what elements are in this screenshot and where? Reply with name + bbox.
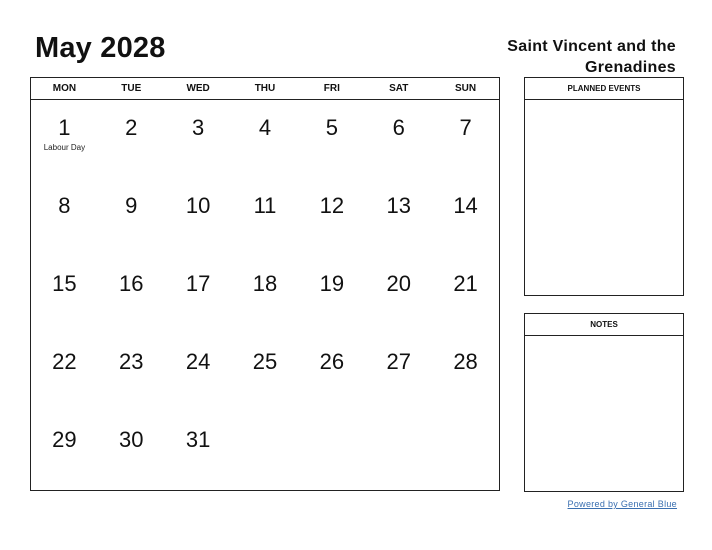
day-number: 15 <box>52 271 77 296</box>
planned-events-panel <box>524 77 684 296</box>
day-number: 9 <box>125 193 138 218</box>
day-cell <box>31 256 98 334</box>
day-number: 20 <box>386 271 411 296</box>
weekday-label: SUN <box>455 83 477 94</box>
day-cell <box>432 178 499 256</box>
powered-by-link[interactable]: Powered by General Blue <box>567 499 677 509</box>
day-cell <box>298 412 365 490</box>
day-cell <box>98 412 165 490</box>
day-number: 6 <box>392 115 405 140</box>
country-name-line-1: Saint Vincent and the <box>507 38 676 55</box>
day-number: 28 <box>453 349 478 374</box>
day-cell <box>432 256 499 334</box>
weekday-label: MON <box>52 83 77 94</box>
day-number: 30 <box>119 427 144 452</box>
day-cell <box>31 100 98 178</box>
calendar-days <box>31 100 499 490</box>
notes-heading: NOTES <box>525 314 683 336</box>
day-number: 26 <box>319 349 345 374</box>
day-cell <box>432 100 499 178</box>
weekday-label: FRI <box>323 83 340 94</box>
day-cell <box>98 256 165 334</box>
day-cell <box>298 334 365 412</box>
day-cell <box>298 100 365 178</box>
day-cell <box>165 178 232 256</box>
day-number: 19 <box>319 271 345 296</box>
day-number: 29 <box>52 427 77 452</box>
country-name-line-2: Grenadines <box>584 59 676 76</box>
day-cell <box>365 100 432 178</box>
day-number: 8 <box>58 193 71 218</box>
day-number: 11 <box>253 193 277 218</box>
day-number: 13 <box>386 193 411 218</box>
day-cell <box>432 334 499 412</box>
day-number: 24 <box>185 349 211 374</box>
day-number: 14 <box>453 193 478 218</box>
day-number: 16 <box>119 271 144 296</box>
day-cell <box>232 334 299 412</box>
planned-events-heading: PLANNED EVENTS <box>525 78 683 100</box>
day-number: 12 <box>319 193 345 218</box>
day-cell <box>31 412 98 490</box>
weekday-label: SAT <box>389 83 409 94</box>
day-number: 23 <box>119 349 144 374</box>
day-number: 18 <box>252 271 278 296</box>
day-cell <box>98 178 165 256</box>
day-number: 21 <box>453 271 478 296</box>
country-name <box>456 36 676 78</box>
day-cell <box>232 178 299 256</box>
weekday-label: WED <box>186 83 210 94</box>
page-title: May 2028 <box>35 32 166 64</box>
day-cell <box>298 178 365 256</box>
day-cell <box>165 100 232 178</box>
day-cell <box>98 334 165 412</box>
day-number: 7 <box>459 115 472 140</box>
day-cell <box>31 178 98 256</box>
day-number: 25 <box>252 349 278 374</box>
day-cell <box>365 412 432 490</box>
day-cell <box>165 256 232 334</box>
day-number: 4 <box>258 115 272 140</box>
weekday-label: THU <box>254 83 276 94</box>
day-cell <box>365 178 432 256</box>
day-cell <box>98 100 165 178</box>
day-number: 10 <box>185 193 211 218</box>
day-number: 3 <box>192 115 205 140</box>
day-cell <box>31 334 98 412</box>
day-cell <box>298 256 365 334</box>
weekday-label: TUE <box>121 83 142 94</box>
day-cell <box>165 412 232 490</box>
day-cell <box>432 412 499 490</box>
day-cell <box>165 334 232 412</box>
day-number: 2 <box>125 115 138 140</box>
day-cell <box>232 256 299 334</box>
holiday-label: Labour Day <box>43 143 86 152</box>
day-number: 17 <box>185 271 211 296</box>
day-number: 31 <box>185 427 211 452</box>
day-cell <box>365 256 432 334</box>
notes-panel <box>524 313 684 492</box>
day-number: 22 <box>52 349 77 374</box>
day-number: 5 <box>325 115 338 140</box>
day-cell <box>365 334 432 412</box>
day-cell <box>232 412 299 490</box>
weekday-header <box>31 78 499 100</box>
day-cell <box>232 100 299 178</box>
day-number: 27 <box>386 349 411 374</box>
day-number: 1 <box>58 115 71 140</box>
calendar-grid <box>30 77 500 491</box>
